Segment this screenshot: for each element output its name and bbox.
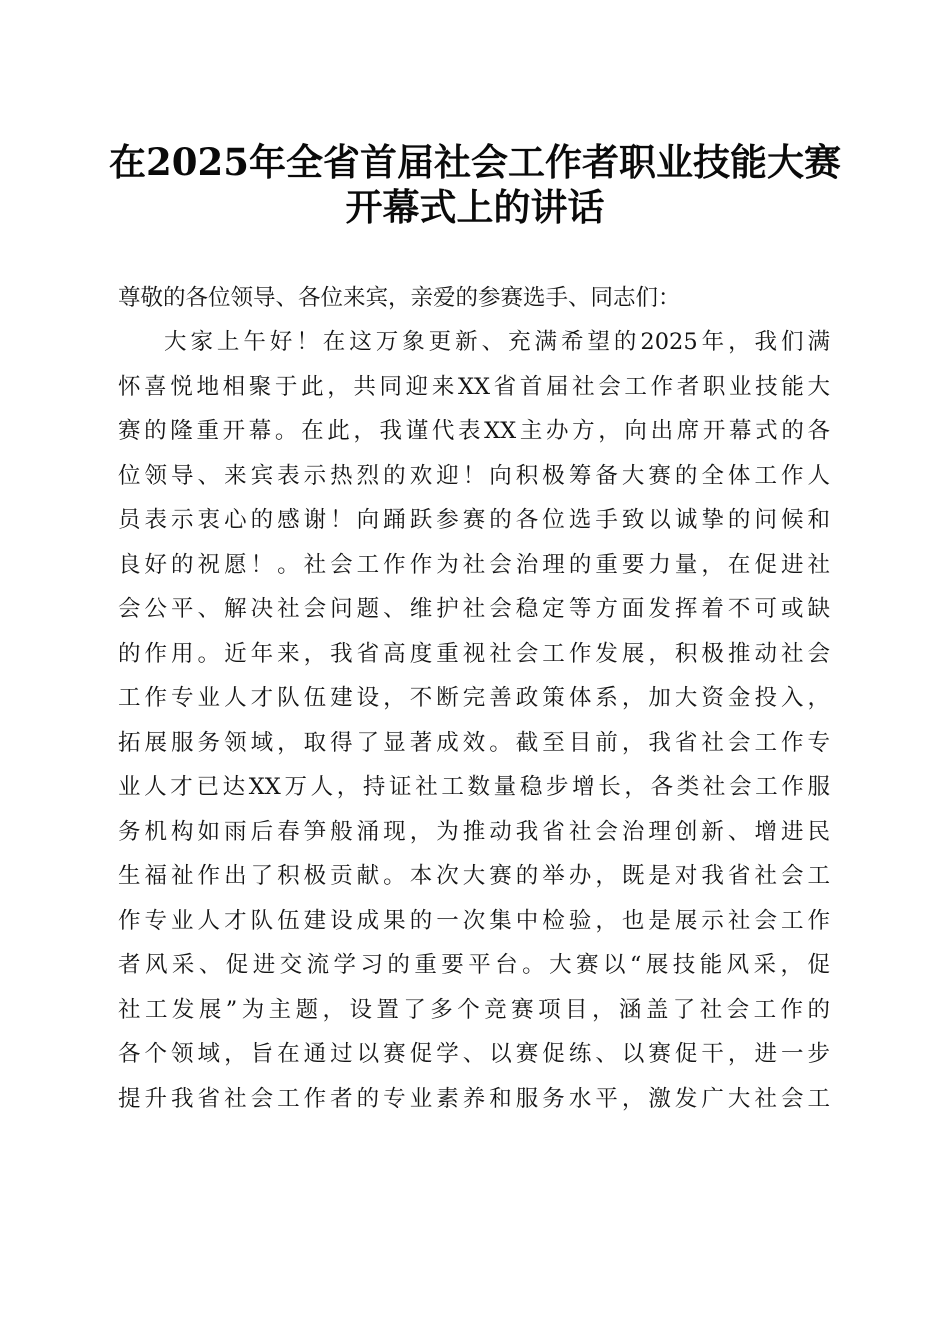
paragraph-line: 的作用。近年来，我省高度重视社会工作发展，积极推动社会 — [118, 641, 830, 667]
paragraph-line: 作专业人才队伍建设成果的一次集中检验，也是展示社会工作 — [118, 908, 830, 934]
paragraph-line: 员表示衷心的感谢！向踊跃参赛的各位选手致以诚挚的问候和 — [118, 507, 830, 533]
paragraph-line: 工作专业人才队伍建设，不断完善政策体系，加大资金投入， — [118, 685, 830, 711]
paragraph-line: 业人才已达XX万人，持证社工数量稳步增长，各类社会工作服 — [118, 774, 830, 800]
paragraph-line: 会公平、解决社会问题、维护社会稳定等方面发挥着不可或缺 — [118, 596, 830, 622]
paragraph-line: 提升我省社会工作者的专业素养和服务水平，激发广大社会工 — [118, 1086, 830, 1112]
paragraph-line: 社工发展”为主题，设置了多个竞赛项目，涵盖了社会工作的 — [118, 997, 830, 1023]
paragraph-line: 拓展服务领域，取得了显著成效。截至目前，我省社会工作专 — [118, 730, 830, 756]
paragraph-line: 务机构如雨后春笋般涌现，为推动我省社会治理创新、增进民 — [118, 819, 830, 845]
paragraph-line: 者风采、促进交流学习的重要平台。大赛以“展技能风采，促 — [118, 952, 830, 978]
paragraph-line: 赛的隆重开幕。在此，我谨代表XX主办方，向出席开幕式的各 — [118, 418, 830, 444]
paragraph-line: 大家上午好！在这万象更新、充满希望的2025年，我们满 — [164, 329, 830, 355]
paragraph-line: 位领导、来宾表示热烈的欢迎！向积极筹备大赛的全体工作人 — [118, 463, 830, 489]
document-title-line-1: 在2025年全省首届社会工作者职业技能大赛 — [109, 140, 841, 184]
document-title-line-2: 开幕式上的讲话 — [345, 185, 605, 229]
paragraph-line: 怀喜悦地相聚于此，共同迎来XX省首届社会工作者职业技能大 — [118, 374, 830, 400]
paragraph-line: 生福祉作出了积极贡献。本次大赛的举办，既是对我省社会工 — [118, 863, 830, 889]
paragraph-line: 良好的祝愿！。社会工作作为社会治理的重要力量，在促进社 — [118, 552, 830, 578]
paragraph-line: 各个领域，旨在通过以赛促学、以赛促练、以赛促干，进一步 — [118, 1041, 830, 1067]
salutation: 尊敬的各位领导、各位来宾，亲爱的参赛选手、同志们： — [118, 285, 681, 311]
